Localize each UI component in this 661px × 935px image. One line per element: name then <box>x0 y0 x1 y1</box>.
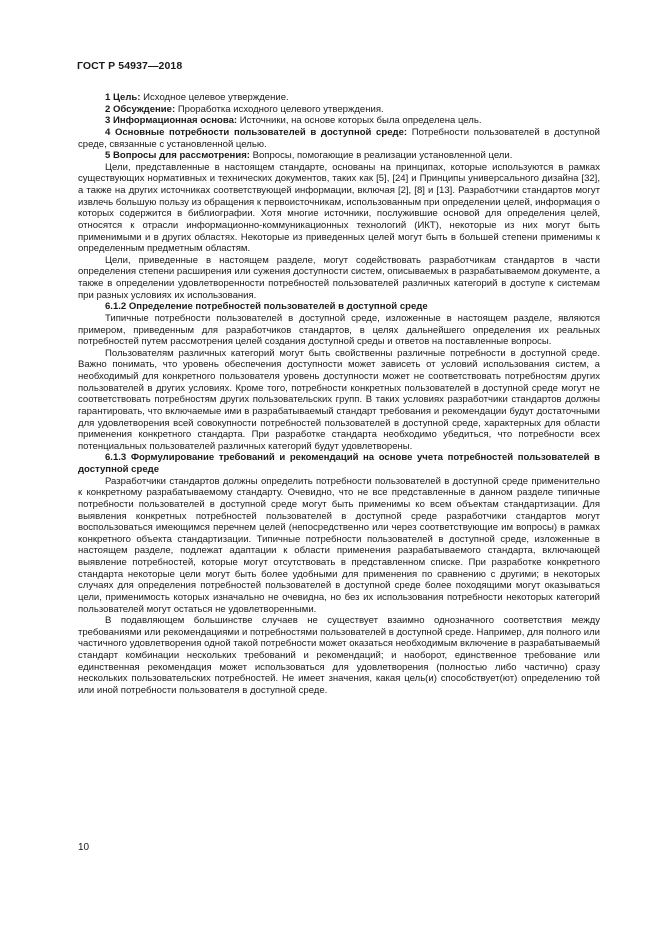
section-heading-6-1-2: 6.1.2 Определение потребностей пользователей в доступной среде <box>105 301 428 313</box>
document-header <box>77 60 182 72</box>
list-item <box>78 127 600 150</box>
paragraph: Цели, представленные в настоящем стандарте, основаны на принципах, которые используются в рамках существующих нормативных и технических документов, таких как [5], [24] и Принципы универсального дизайна [32], а также на других источниках соответствующей информации, включая [2], [8] и [13]. Разработчики стандартов могут извлечь большую пользу из обращения к первоисточникам, использованным при определении целей, информация о которых содержится в библиографии. Хотя многие источники, послужившие основой для определения целей, относятся к отрасли информационно-коммуникационных технологий (ИКТ), некоторые из них могут быть применимыми и в других областях. Некоторые из приведенных целей могут быть в большей степени применимы к определенным предметным областям. <box>78 161 600 255</box>
list-item <box>78 150 600 162</box>
item-text: Исходное целевое утверждение. <box>140 92 289 103</box>
item-text: Вопросы, помогающие в реализации установленной цели. <box>249 150 513 162</box>
item-label: 1 Цель: <box>105 92 141 103</box>
item-text: Потребности пользователей в доступной среде, связанные с установленной целью. <box>78 126 600 150</box>
paragraph: Типичные потребности пользователей в доступной среде, изложенные в настоящем разделе, являются примером, приведенным для разработчиков стандартов, в целях дальнейшего определения их реальных потребностей путем рассмотрения целей создания доступной среды и ответов на поставленные вопросы. <box>78 312 600 348</box>
standard-id: ГОСТ Р 54937—2018 <box>77 60 183 72</box>
list-item <box>78 104 600 116</box>
section-heading-6-1-3: 6.1.3 Формулирование требований и рекомендаций на основе учета потребностей пользователей в доступной среде <box>78 452 600 475</box>
item-label: 2 Обсуждение: <box>105 103 176 115</box>
paragraph: В подавляющем большинстве случаев не существует взаимно однозначного соответствия между требованиями или рекомендациями и потребностями пользователей в доступной среде. Например, для полного или частичного удовлетворения одной такой потребности может оказаться необходимым включение в разрабатываемый стандарт комбинации нескольких требований и рекомендаций; и наоборот, единственное требование или единственная рекомендация может использоваться для удовлетворения (полностью либо частично) сразу нескольких пользовательских потребностей. Не имеет значения, какая цель(и) способствует(ют) определению той или иной потребности пользователя в доступной среде. <box>78 615 600 696</box>
list-item <box>78 115 600 127</box>
item-text: Проработка исходного целевого утверждения. <box>175 103 384 115</box>
list-item <box>78 92 600 104</box>
page-number: 10 <box>78 842 90 853</box>
item-text: Источники, на основе которых была определена цель. <box>237 115 482 127</box>
page-content <box>78 92 600 697</box>
item-label: 4 Основные потребности пользователей в доступной среде: <box>105 126 408 138</box>
item-label: 3 Информационная основа: <box>105 115 238 127</box>
paragraph: Пользователям различных категорий могут быть свойственны различные потребности в доступной среде. Важно понимать, что уровень обеспечения доступности может зависеть от условий использования систем, а необходимый для конкретного пользователя уровень доступности может не соответствовать потребностям других пользователей в других условиях. Кроме того, потребности конкретных пользователей в доступной среде могут не соответствовать потребностям других пользовательских групп. В таких условиях разработчики стандартов должны гарантировать, что включаемые ими в разрабатываемый стандарт требования и рекомендации будут достаточными для удовлетворения всей совокупности потребностей пользователей в доступной среде, характерных для области применения конкретного стандарта. При разработке стандарта необходимо убедиться, что потребности всех потенциальных пользователей различных категорий будут удовлетворены. <box>78 347 600 452</box>
item-label: 5 Вопросы для рассмотрения: <box>105 150 250 162</box>
paragraph: Разработчики стандартов должны определить потребности пользователей в доступной среде применительно к конкретному разрабатываемому стандарту. Очевидно, что не все представленные в данном разделе типичные потребности пользователей в доступной среде могут быть применимы ко всем объектам стандартизации. Для выявления конкретных потребностей пользователей в доступной среде разработчики стандартов могут воспользоваться имеющимся перечнем целей (непосредственно или через соответствующие им вопросы) в рамках конкретного объекта стандартизации. Типичные потребности пользователей в доступной среде, изложенные в настоящем разделе, подлежат адаптации к области применения разрабатываемого стандарта, включающей выявление потребностей, которые могут отсутствовать в представленном списке. При разработке конкретного стандарта некоторые цели могут быть более удобными для применения по сравнению с другими; в некоторых случаях для определения потребностей пользователей в доступной среде более походящими могут оказываться цели, применимость которых изначально не очевидна, но без их использования потребности некоторых категорий пользователей могут остаться не удовлетворенными. <box>78 475 600 615</box>
paragraph: Цели, приведенные в настоящем разделе, могут содействовать разработчикам стандартов в части определения степени расширения или сужения доступности систем, описываемых в разрабатываемом документе, а также в определении удовлетворенности потребностей пользователей различных категорий в доступе к системам при разных условиях их использования. <box>78 254 600 301</box>
